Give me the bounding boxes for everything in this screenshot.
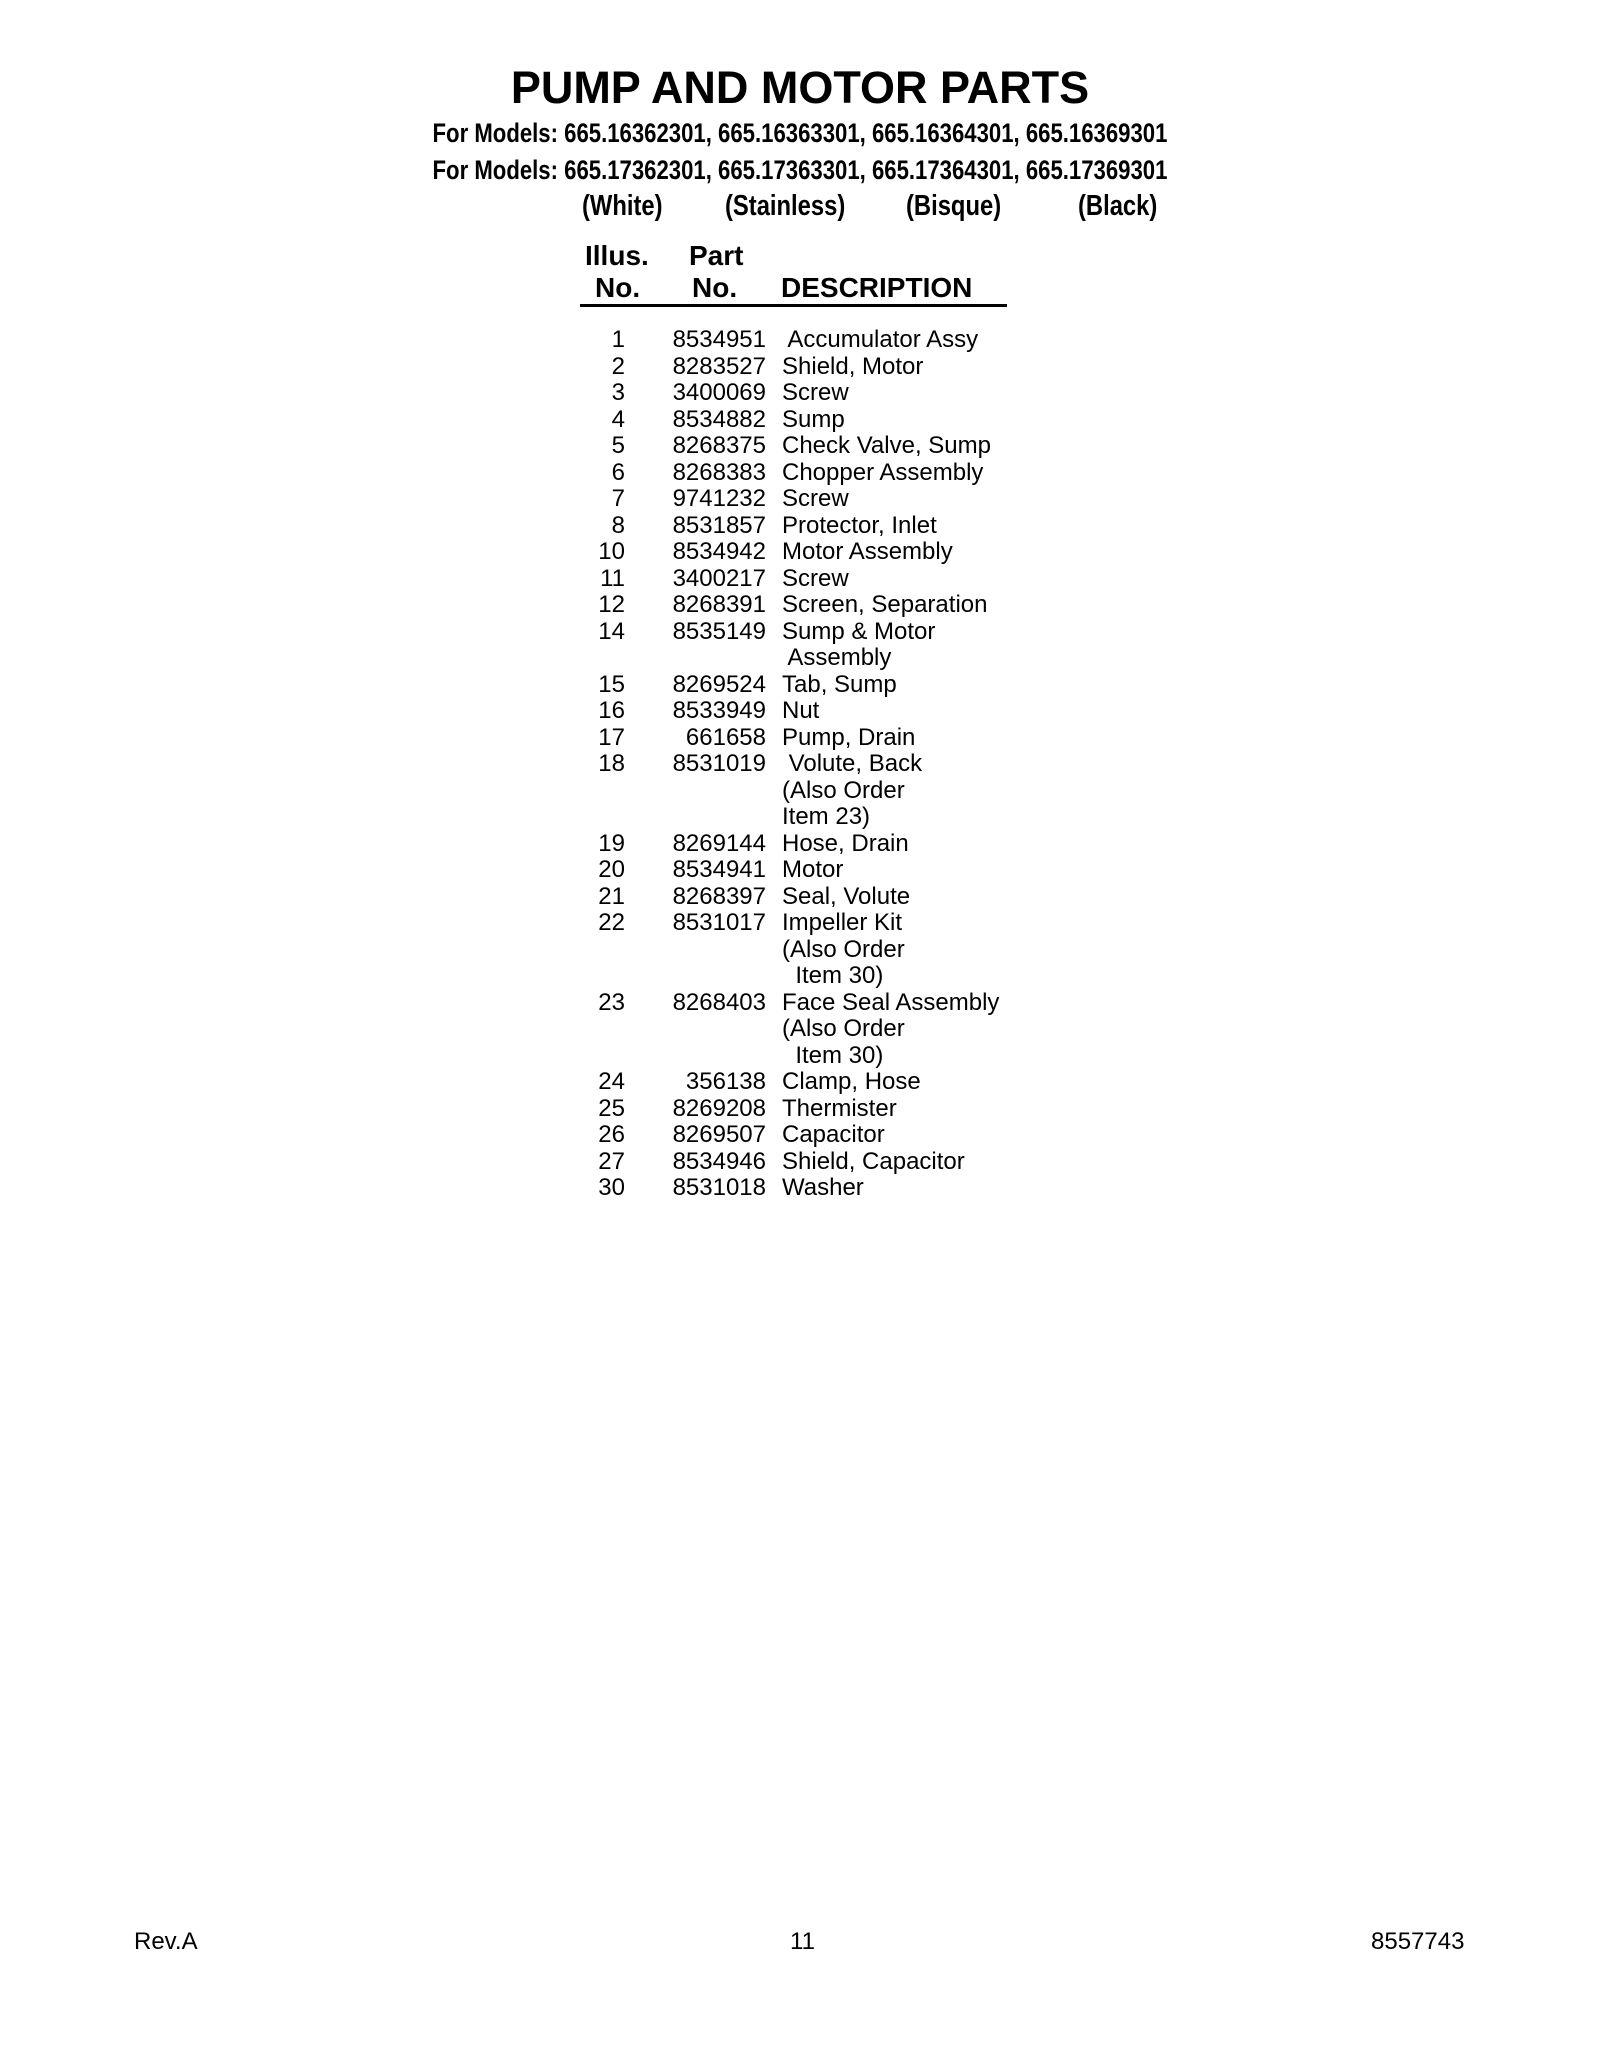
- illus-number: 21: [598, 882, 625, 910]
- illus-number: 30: [598, 1174, 625, 1201]
- footer-document-number: 8557743: [1371, 1928, 1465, 1955]
- part-number: 8531017: [672, 909, 766, 936]
- table-row: [0, 1069, 1600, 1096]
- part-description: Tab, Sump: [782, 670, 897, 698]
- table-row: [0, 778, 1600, 805]
- illus-number: 2: [611, 352, 625, 380]
- table-row: [0, 433, 1600, 460]
- parts-list: [0, 327, 1600, 1202]
- part-number: 8534941: [672, 856, 766, 883]
- part-description: Item 30): [782, 1041, 884, 1069]
- part-number: 8268397: [672, 882, 766, 910]
- part-number: 3400069: [672, 379, 766, 406]
- illus-number: 27: [598, 1147, 625, 1175]
- illus-number: 17: [598, 723, 625, 751]
- part-number: 661658: [685, 723, 766, 751]
- table-row: [0, 513, 1600, 540]
- illus-number: 18: [598, 750, 625, 777]
- table-row: [0, 380, 1600, 407]
- part-number: 8534946: [672, 1147, 766, 1175]
- illus-number: 1: [611, 326, 625, 353]
- part-number: 8268383: [672, 458, 766, 486]
- table-row: [0, 751, 1600, 778]
- part-description: Volute, Back: [782, 750, 923, 777]
- illus-number: 22: [598, 909, 625, 936]
- illus-number: 16: [598, 697, 625, 724]
- illus-number: 12: [598, 591, 625, 618]
- table-row: [0, 592, 1600, 619]
- part-description: Shield, Motor: [782, 352, 924, 380]
- illus-number: 10: [598, 538, 625, 565]
- table-row: [0, 645, 1600, 672]
- table-row: [0, 725, 1600, 752]
- header-illus-top: Illus.: [585, 240, 649, 271]
- part-description: Screen, Separation: [782, 591, 988, 618]
- table-row: [0, 566, 1600, 593]
- illus-number: 15: [598, 670, 625, 698]
- table-row: [0, 937, 1600, 964]
- part-description: Shield, Capacitor: [782, 1147, 965, 1175]
- illus-number: 20: [598, 856, 625, 883]
- part-number: 8531018: [672, 1174, 766, 1201]
- illus-number: 23: [598, 988, 625, 1016]
- part-description: Motor Assembly: [782, 538, 953, 565]
- part-number: 8268403: [672, 988, 766, 1016]
- illus-number: 3: [611, 379, 625, 406]
- part-description: Clamp, Hose: [782, 1068, 921, 1095]
- part-number: 8269208: [672, 1094, 766, 1122]
- part-description: Seal, Volute: [782, 882, 911, 910]
- part-description: Item 30): [782, 962, 884, 989]
- part-description: Assembly: [782, 644, 892, 671]
- table-row: [0, 963, 1600, 990]
- header-part-top: Part: [689, 240, 744, 271]
- part-number: 8283527: [672, 352, 766, 380]
- part-description: Screw: [782, 485, 849, 512]
- illus-number: 25: [598, 1094, 625, 1122]
- part-description: Capacitor: [782, 1121, 885, 1148]
- part-number: 9741232: [672, 485, 766, 512]
- illus-number: 7: [611, 485, 625, 512]
- table-row: [0, 910, 1600, 937]
- color-stainless: (Stainless): [725, 190, 846, 222]
- illus-number: 26: [598, 1121, 625, 1148]
- part-description: (Also Order: [782, 1015, 905, 1042]
- part-description: Pump, Drain: [782, 723, 916, 751]
- illus-number: 5: [611, 432, 625, 459]
- part-description: Washer: [782, 1174, 864, 1201]
- part-description: Item 23): [782, 803, 871, 830]
- table-row: [0, 1149, 1600, 1176]
- header-illus-bottom: No.: [595, 272, 641, 303]
- part-number: 8534882: [672, 405, 766, 433]
- part-number: 8269507: [672, 1121, 766, 1148]
- illus-number: 8: [611, 511, 625, 539]
- models-line-2: For Models: 665.17362301, 665.17363301, 665.17364301, 665.17369301: [432, 155, 1168, 185]
- part-description: Check Valve, Sump: [782, 432, 991, 459]
- table-row: [0, 1016, 1600, 1043]
- part-description: Accumulator Assy: [782, 326, 979, 353]
- header-description: DESCRIPTION: [781, 272, 973, 303]
- table-row: [0, 539, 1600, 566]
- part-description: Nut: [782, 697, 820, 724]
- part-number: 8533949: [672, 697, 766, 724]
- part-description: Screw: [782, 379, 849, 406]
- table-row: [0, 1175, 1600, 1202]
- color-labels: [0, 188, 1600, 224]
- footer-revision: Rev.A: [134, 1928, 198, 1955]
- part-description: Screw: [782, 564, 849, 592]
- illus-number: 14: [598, 617, 625, 645]
- color-bisque: (Bisque): [906, 190, 1002, 222]
- part-description: Impeller Kit: [782, 909, 903, 936]
- part-number: 8269144: [672, 829, 766, 857]
- part-number: 8535149: [672, 617, 766, 645]
- part-description: (Also Order: [782, 935, 905, 963]
- part-number: 8269524: [672, 670, 766, 698]
- illus-number: 24: [598, 1068, 625, 1095]
- table-row: [0, 672, 1600, 699]
- table-row: [0, 804, 1600, 831]
- part-description: Protector, Inlet: [782, 511, 937, 539]
- header-rule: [580, 304, 1007, 307]
- illus-number: 11: [600, 564, 625, 592]
- part-number: 8531857: [672, 511, 766, 539]
- table-row: [0, 460, 1600, 487]
- part-description: Sump & Motor: [782, 617, 936, 645]
- table-row: [0, 884, 1600, 911]
- table-row: [0, 1043, 1600, 1070]
- table-row: [0, 619, 1600, 646]
- table-row: [0, 698, 1600, 725]
- part-description: Thermister: [782, 1094, 897, 1122]
- models-line-1: For Models: 665.16362301, 665.16363301, 665.16364301, 665.16369301: [432, 118, 1168, 148]
- table-row: [0, 354, 1600, 381]
- part-number: 3400217: [672, 564, 766, 592]
- part-description: Chopper Assembly: [782, 458, 984, 486]
- illus-number: 19: [598, 829, 625, 857]
- part-number: 8531019: [672, 750, 766, 777]
- part-number: 356138: [685, 1068, 766, 1095]
- table-row: [0, 857, 1600, 884]
- part-description: (Also Order: [782, 776, 905, 804]
- part-description: Hose, Drain: [782, 829, 909, 857]
- table-row: [0, 1096, 1600, 1123]
- color-white: (White): [582, 190, 663, 222]
- table-row: [0, 327, 1600, 354]
- table-row: [0, 407, 1600, 434]
- header-part-bottom: No.: [692, 272, 738, 303]
- table-row: [0, 831, 1600, 858]
- part-number: 8268375: [672, 432, 766, 459]
- part-description: Sump: [782, 405, 845, 433]
- part-number: 8268391: [672, 591, 766, 618]
- table-row: [0, 486, 1600, 513]
- part-number: 8534942: [672, 538, 766, 565]
- color-black: (Black): [1078, 190, 1158, 222]
- illus-number: 6: [611, 458, 625, 486]
- part-number: 8534951: [672, 326, 766, 353]
- part-description: Motor: [782, 856, 844, 883]
- part-description: Face Seal Assembly: [782, 988, 1000, 1016]
- illus-number: 4: [611, 405, 625, 433]
- footer-page-number: 11: [790, 1928, 815, 1955]
- table-row: [0, 990, 1600, 1017]
- page-title: PUMP AND MOTOR PARTS: [510, 62, 1090, 113]
- table-row: [0, 1122, 1600, 1149]
